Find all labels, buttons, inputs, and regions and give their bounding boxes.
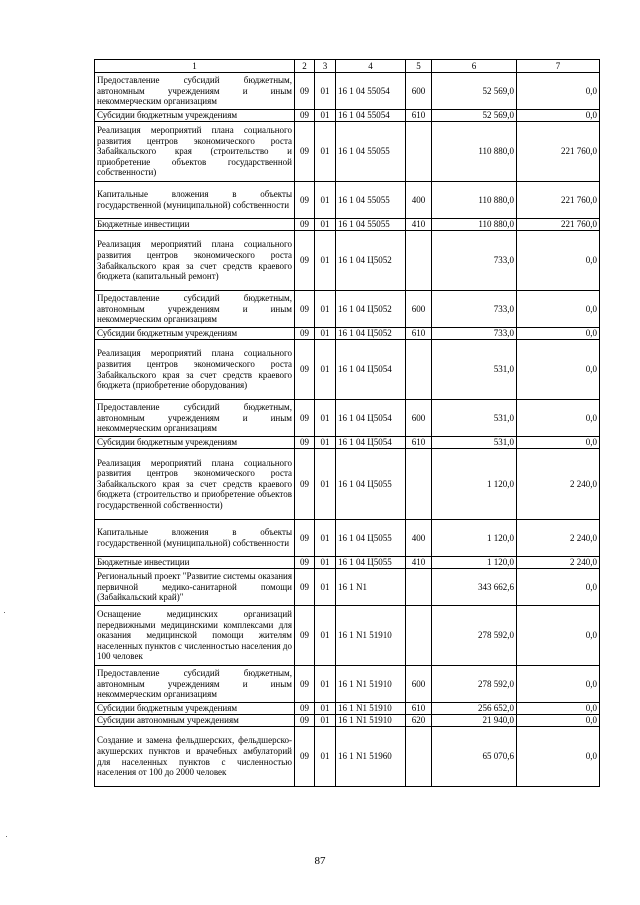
row-amount-2: 2 240,0 bbox=[517, 449, 600, 520]
row-amount-2: 221 760,0 bbox=[517, 182, 600, 219]
row-amount-2: 221 760,0 bbox=[517, 219, 600, 231]
row-expense-type: 410 bbox=[406, 219, 432, 231]
row-target-code: 16 1 04 Ц5052 bbox=[336, 291, 406, 328]
row-amount-2: 2 240,0 bbox=[517, 557, 600, 569]
row-name: Предоставление субсидий бюджетным, автономным учреждениям и иным некоммерческим организациям bbox=[95, 73, 295, 110]
row-subsection: 01 bbox=[315, 449, 336, 520]
row-section: 09 bbox=[295, 400, 315, 437]
row-subsection: 01 bbox=[315, 437, 336, 449]
row-subsection: 01 bbox=[315, 520, 336, 557]
table-row bbox=[95, 606, 600, 666]
row-subsection: 01 bbox=[315, 606, 336, 666]
row-target-code: 16 1 04 55054 bbox=[336, 110, 406, 122]
row-amount-1: 733,0 bbox=[432, 328, 517, 340]
table-row bbox=[95, 727, 600, 787]
row-subsection: 01 bbox=[315, 291, 336, 328]
row-amount-2: 0,0 bbox=[517, 400, 600, 437]
row-amount-1: 278 592,0 bbox=[432, 666, 517, 703]
row-target-code: 16 1 04 Ц5055 bbox=[336, 520, 406, 557]
row-subsection: 01 bbox=[315, 569, 336, 606]
table-row bbox=[95, 520, 600, 557]
row-expense-type bbox=[406, 727, 432, 787]
row-name: Субсидии бюджетным учреждениям bbox=[95, 328, 295, 340]
row-target-code: 16 1 04 Ц5054 bbox=[336, 437, 406, 449]
row-name: Реализация мероприятий плана социального развития центров экономического роста Забайкальского края за счет средств краевого бюджета (капитальный ремонт) bbox=[95, 231, 295, 291]
row-amount-2: 221 760,0 bbox=[517, 122, 600, 182]
row-expense-type bbox=[406, 449, 432, 520]
table-row bbox=[95, 557, 600, 569]
row-expense-type: 600 bbox=[406, 666, 432, 703]
row-amount-1: 110 880,0 bbox=[432, 182, 517, 219]
header-col-4: 4 bbox=[336, 60, 406, 73]
row-subsection: 01 bbox=[315, 703, 336, 715]
row-expense-type: 600 bbox=[406, 400, 432, 437]
row-target-code: 16 1 04 55054 bbox=[336, 73, 406, 110]
row-subsection: 01 bbox=[315, 73, 336, 110]
row-section: 09 bbox=[295, 231, 315, 291]
row-expense-type: 600 bbox=[406, 73, 432, 110]
row-section: 09 bbox=[295, 340, 315, 400]
row-name: Реализация мероприятий плана социального развития центров экономического роста Забайкальского края за счет средств краевого бюджета (приобретение оборудования) bbox=[95, 340, 295, 400]
row-target-code: 16 1 04 Ц5054 bbox=[336, 340, 406, 400]
row-amount-2: 0,0 bbox=[517, 703, 600, 715]
row-subsection: 01 bbox=[315, 110, 336, 122]
row-subsection: 01 bbox=[315, 328, 336, 340]
row-amount-1: 1 120,0 bbox=[432, 520, 517, 557]
row-subsection: 01 bbox=[315, 666, 336, 703]
row-amount-2: 0,0 bbox=[517, 73, 600, 110]
row-target-code: 16 1 04 55055 bbox=[336, 122, 406, 182]
header-col-6: 6 bbox=[432, 60, 517, 73]
row-expense-type bbox=[406, 340, 432, 400]
row-expense-type bbox=[406, 231, 432, 291]
row-amount-2: 0,0 bbox=[517, 606, 600, 666]
row-name: Бюджетные инвестиции bbox=[95, 219, 295, 231]
row-target-code: 16 1 04 Ц5052 bbox=[336, 328, 406, 340]
row-amount-1: 110 880,0 bbox=[432, 122, 517, 182]
row-expense-type bbox=[406, 569, 432, 606]
header-col-7: 7 bbox=[517, 60, 600, 73]
row-target-code: 16 1 04 Ц5055 bbox=[336, 449, 406, 520]
header-col-3: 3 bbox=[315, 60, 336, 73]
scan-speck bbox=[6, 836, 7, 837]
row-name: Субсидии автономным учреждениям bbox=[95, 715, 295, 727]
row-expense-type bbox=[406, 122, 432, 182]
header-col-1: 1 bbox=[95, 60, 295, 73]
row-section: 09 bbox=[295, 703, 315, 715]
scan-speck bbox=[4, 612, 5, 613]
row-amount-2: 0,0 bbox=[517, 110, 600, 122]
row-target-code: 16 1 N1 51960 bbox=[336, 727, 406, 787]
table-row bbox=[95, 122, 600, 182]
row-name: Бюджетные инвестиции bbox=[95, 557, 295, 569]
row-name: Реализация мероприятий плана социального развития центров экономического роста Забайкальского края (строительство и приобретение объектов государственной собственности) bbox=[95, 122, 295, 182]
table-row bbox=[95, 715, 600, 727]
table-row bbox=[95, 437, 600, 449]
row-section: 09 bbox=[295, 666, 315, 703]
row-subsection: 01 bbox=[315, 122, 336, 182]
row-amount-2: 0,0 bbox=[517, 569, 600, 606]
row-section: 09 bbox=[295, 110, 315, 122]
row-expense-type: 610 bbox=[406, 110, 432, 122]
row-amount-2: 0,0 bbox=[517, 727, 600, 787]
row-name: Субсидии бюджетным учреждениям bbox=[95, 110, 295, 122]
row-amount-2: 0,0 bbox=[517, 291, 600, 328]
row-section: 09 bbox=[295, 122, 315, 182]
row-name: Предоставление субсидий бюджетным, автономным учреждениям и иным некоммерческим организациям bbox=[95, 291, 295, 328]
row-target-code: 16 1 04 Ц5054 bbox=[336, 400, 406, 437]
row-amount-1: 52 569,0 bbox=[432, 73, 517, 110]
row-expense-type: 400 bbox=[406, 182, 432, 219]
row-section: 09 bbox=[295, 569, 315, 606]
row-amount-1: 110 880,0 bbox=[432, 219, 517, 231]
row-subsection: 01 bbox=[315, 219, 336, 231]
row-section: 09 bbox=[295, 219, 315, 231]
table-row bbox=[95, 340, 600, 400]
row-expense-type: 610 bbox=[406, 328, 432, 340]
table-row bbox=[95, 73, 600, 110]
row-name: Капитальные вложения в объекты государственной (муниципальной) собственности bbox=[95, 182, 295, 219]
row-name: Реализация мероприятий плана социального развития центров экономического роста Забайкальского края за счет средств краевого бюджета (строительство и приобретение объектов государственной собственности) bbox=[95, 449, 295, 520]
row-amount-1: 65 070,6 bbox=[432, 727, 517, 787]
row-name: Оснащение медицинских организаций передвижными медицинскими комплексами для оказания медицинской помощи жителям населенных пунктов с численностью населения до 100 человек bbox=[95, 606, 295, 666]
row-amount-1: 1 120,0 bbox=[432, 449, 517, 520]
row-target-code: 16 1 04 55055 bbox=[336, 182, 406, 219]
row-subsection: 01 bbox=[315, 340, 336, 400]
row-subsection: 01 bbox=[315, 715, 336, 727]
row-amount-1: 733,0 bbox=[432, 231, 517, 291]
row-section: 09 bbox=[295, 291, 315, 328]
row-section: 09 bbox=[295, 437, 315, 449]
header-row bbox=[95, 60, 600, 73]
row-expense-type bbox=[406, 606, 432, 666]
row-name: Предоставление субсидий бюджетным, автономным учреждениям и иным некоммерческим организациям bbox=[95, 400, 295, 437]
row-amount-2: 0,0 bbox=[517, 715, 600, 727]
row-target-code: 16 1 N1 51910 bbox=[336, 703, 406, 715]
table-row bbox=[95, 110, 600, 122]
row-target-code: 16 1 N1 51910 bbox=[336, 606, 406, 666]
header-col-2: 2 bbox=[295, 60, 315, 73]
table-row bbox=[95, 666, 600, 703]
row-amount-1: 21 940,0 bbox=[432, 715, 517, 727]
row-section: 09 bbox=[295, 727, 315, 787]
table-row bbox=[95, 449, 600, 520]
row-section: 09 bbox=[295, 449, 315, 520]
row-expense-type: 610 bbox=[406, 703, 432, 715]
row-section: 09 bbox=[295, 520, 315, 557]
row-section: 09 bbox=[295, 328, 315, 340]
row-section: 09 bbox=[295, 715, 315, 727]
table-row bbox=[95, 569, 600, 606]
row-subsection: 01 bbox=[315, 557, 336, 569]
row-amount-1: 256 652,0 bbox=[432, 703, 517, 715]
row-amount-2: 0,0 bbox=[517, 328, 600, 340]
row-section: 09 bbox=[295, 73, 315, 110]
header-col-5: 5 bbox=[406, 60, 432, 73]
row-name: Создание и замена фельдшерских, фельдшерско-акушерских пунктов и врачебных амбулаторий для населенных пунктов с численностью населения от 100 до 2000 человек bbox=[95, 727, 295, 787]
row-section: 09 bbox=[295, 606, 315, 666]
row-subsection: 01 bbox=[315, 400, 336, 437]
row-target-code: 16 1 04 55055 bbox=[336, 219, 406, 231]
row-expense-type: 620 bbox=[406, 715, 432, 727]
row-amount-1: 531,0 bbox=[432, 400, 517, 437]
table-row bbox=[95, 400, 600, 437]
row-name: Субсидии бюджетным учреждениям bbox=[95, 437, 295, 449]
row-expense-type: 600 bbox=[406, 291, 432, 328]
row-subsection: 01 bbox=[315, 727, 336, 787]
row-expense-type: 410 bbox=[406, 557, 432, 569]
row-name: Региональный проект "Развитие системы оказания первичной медико-санитарной помощи (Забайкальский край)" bbox=[95, 569, 295, 606]
row-target-code: 16 1 04 Ц5055 bbox=[336, 557, 406, 569]
row-amount-2: 0,0 bbox=[517, 666, 600, 703]
table-row bbox=[95, 219, 600, 231]
row-amount-1: 733,0 bbox=[432, 291, 517, 328]
row-expense-type: 400 bbox=[406, 520, 432, 557]
row-amount-1: 343 662,6 bbox=[432, 569, 517, 606]
row-amount-1: 1 120,0 bbox=[432, 557, 517, 569]
page-number: 87 bbox=[314, 855, 326, 867]
budget-table bbox=[94, 59, 600, 787]
table-row bbox=[95, 328, 600, 340]
row-amount-1: 52 569,0 bbox=[432, 110, 517, 122]
row-name: Капитальные вложения в объекты государственной (муниципальной) собственности bbox=[95, 520, 295, 557]
row-expense-type: 610 bbox=[406, 437, 432, 449]
row-amount-2: 2 240,0 bbox=[517, 520, 600, 557]
table-row bbox=[95, 231, 600, 291]
row-subsection: 01 bbox=[315, 231, 336, 291]
table-body bbox=[95, 73, 600, 787]
row-amount-2: 0,0 bbox=[517, 340, 600, 400]
row-subsection: 01 bbox=[315, 182, 336, 219]
table-row bbox=[95, 182, 600, 219]
row-amount-1: 531,0 bbox=[432, 437, 517, 449]
row-amount-1: 278 592,0 bbox=[432, 606, 517, 666]
row-amount-1: 531,0 bbox=[432, 340, 517, 400]
row-target-code: 16 1 N1 51910 bbox=[336, 715, 406, 727]
row-target-code: 16 1 04 Ц5052 bbox=[336, 231, 406, 291]
table-row bbox=[95, 703, 600, 715]
row-name: Предоставление субсидий бюджетным, автономным учреждениям и иным некоммерческим организациям bbox=[95, 666, 295, 703]
row-section: 09 bbox=[295, 182, 315, 219]
row-target-code: 16 1 N1 51910 bbox=[336, 666, 406, 703]
row-amount-2: 0,0 bbox=[517, 437, 600, 449]
row-section: 09 bbox=[295, 557, 315, 569]
row-name: Субсидии бюджетным учреждениям bbox=[95, 703, 295, 715]
row-amount-2: 0,0 bbox=[517, 231, 600, 291]
table-row bbox=[95, 291, 600, 328]
row-target-code: 16 1 N1 bbox=[336, 569, 406, 606]
